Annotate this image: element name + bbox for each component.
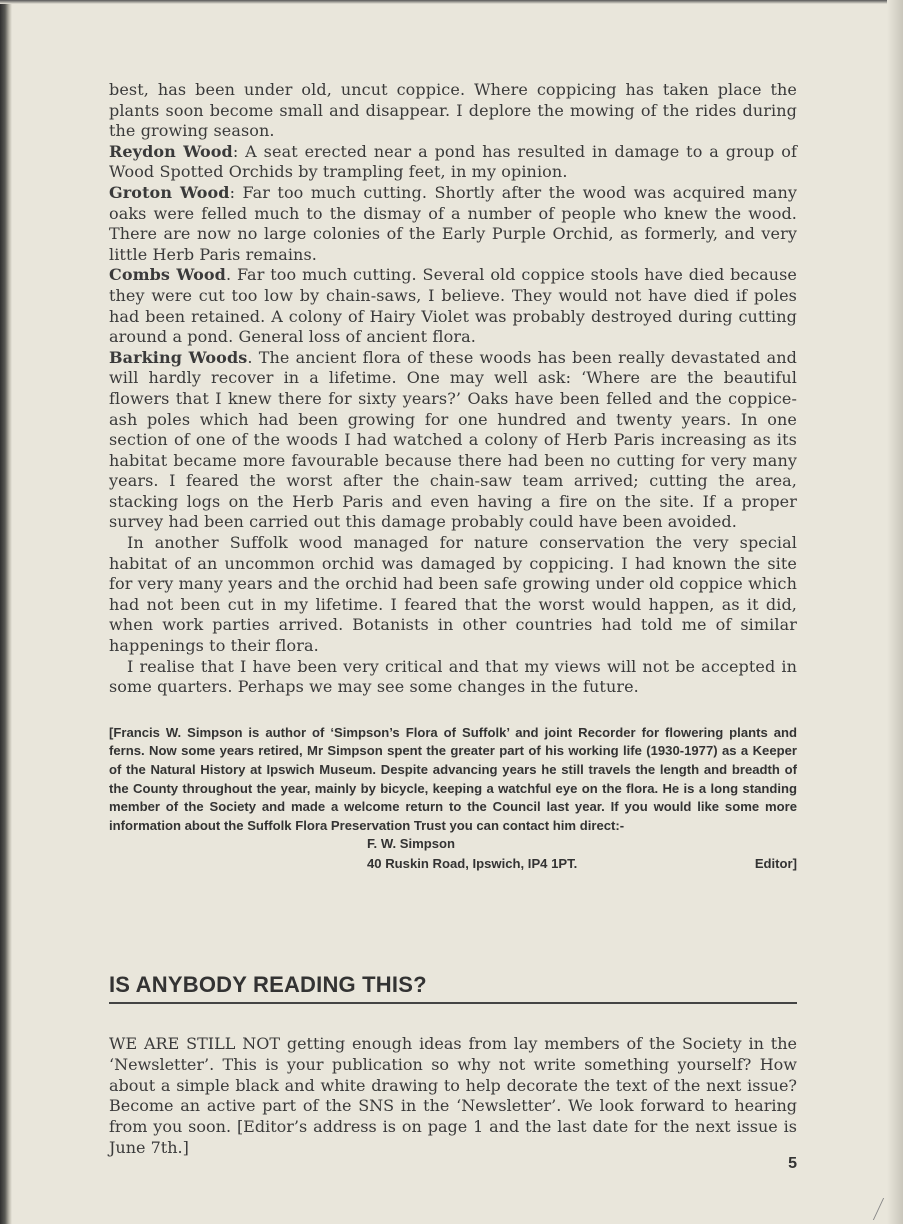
editor-signoff: Editor] (754, 856, 797, 872)
groton-wood-text: : Far too much cutting. Shortly after the wood was acquired many oaks were felled much to the dismay of a number of people who knew the wood. There are now no large colonies of the Early Purple Orchid, as formerly, and very little Herb Paris remains. (109, 182, 798, 264)
editor-note: [Francis W. Simpson is author of ‘Simpson’s Flora of Suffolk’ and joint Recorder for flowering plants and ferns. Now some years retired, Mr Simpson spent the greater part of his working life (1930-1977) as a Keeper of the Natural History at Ipswich Museum. Despite advancing years he still travels the length and breadth of the County throughout the year, mainly by bicycle, keeping a watchful eye on the flora. He is a long standing member of the Society and made a welcome return to the Council last year. If you would like some more information about the Suffolk Flora Preservation Trust you can contact him direct:- (109, 724, 797, 833)
barking-woods-entry (109, 348, 797, 533)
page-binding-edge (0, 0, 12, 1224)
reydon-wood-title: Reydon Wood (109, 141, 233, 161)
section-text: WE ARE STILL NOT getting enough ideas from lay members of the Society in the ‘Newsletter’. This is your publication so why not write something yourself? How about a simple black and white drawing to help decorate the text of the next issue? Become an active part of the SNS in the ‘Newsletter’. We look forward to hearing from you soon. [Editor’s address is on page 1 and the last date for the next issue is June 7th.] (109, 1034, 797, 1157)
barking-woods-title: Barking Woods (109, 347, 248, 367)
contact-block (109, 835, 797, 875)
article-body (109, 80, 797, 875)
section-heading: IS ANYBODY READING THIS? (109, 972, 797, 1004)
another-wood-paragraph: In another Suffolk wood managed for nature conservation the very special habitat of an uncommon orchid was damaged by coppicing. I had known the site for very many years and the orchid had been safe growing under old coppice which had not been cut in my lifetime. I feared that the worst would happen, as it did, when work parties arrived. Botanists in other countries had told me of similar happenings to their flora. (109, 533, 797, 656)
reydon-wood-text: : A seat erected near a pond has resulted in damage to a group of Wood Spotted Orchids by trampling feet, in my opinion. (109, 141, 797, 182)
intro-paragraph: best, has been under old, uncut coppice. Where coppicing has taken place the plants soon become small and disappear. I deplore the mowing of the rides during the growing season. (109, 80, 797, 141)
contact-address: 40 Ruskin Road, Ipswich, IP4 1PT. (367, 856, 578, 872)
closing-opinion-paragraph: I realise that I have been very critical and that my views will not be accepted in some quarters. Perhaps we may see some changes in the future. (109, 656, 797, 697)
groton-wood-title: Groton Wood (109, 182, 230, 202)
combs-wood-entry (109, 265, 797, 347)
combs-wood-text: . Far too much cutting. Several old coppice stools have died because they were cut too low by chain-saws, I believe. They would not have died if poles had been retained. A colony of Hairy Violet was probably destroyed during cutting around a pond. General loss of ancient flora. (109, 265, 797, 347)
reydon-wood-entry (109, 142, 797, 183)
page-number: 5 (788, 1155, 797, 1172)
combs-wood-title: Combs Wood (109, 265, 226, 285)
page-right-edge (887, 0, 903, 1224)
barking-woods-text: . The ancient flora of these woods has been really devastated and will hardly recover in a lifetime. One may well ask: ‘Where are the beautiful flowers that I knew there for sixty years?’ Oaks have been felled and the coppice-ash poles which had been growing for one hundred and twenty years. In one section of one of the woods I had watched a colony of Herb Paris increasing as its habitat became more favourable because there had been no cutting for very many years. I feared the worst after the chain-saw team arrived; cutting the area, stacking logs on the Herb Paris and even having a fire on the site. If a proper survey had been carried out this damage probably could have been avoided. (109, 347, 797, 532)
groton-wood-entry (109, 183, 797, 265)
contact-name: F. W. Simpson (367, 836, 456, 852)
page-top-edge (0, 0, 903, 4)
